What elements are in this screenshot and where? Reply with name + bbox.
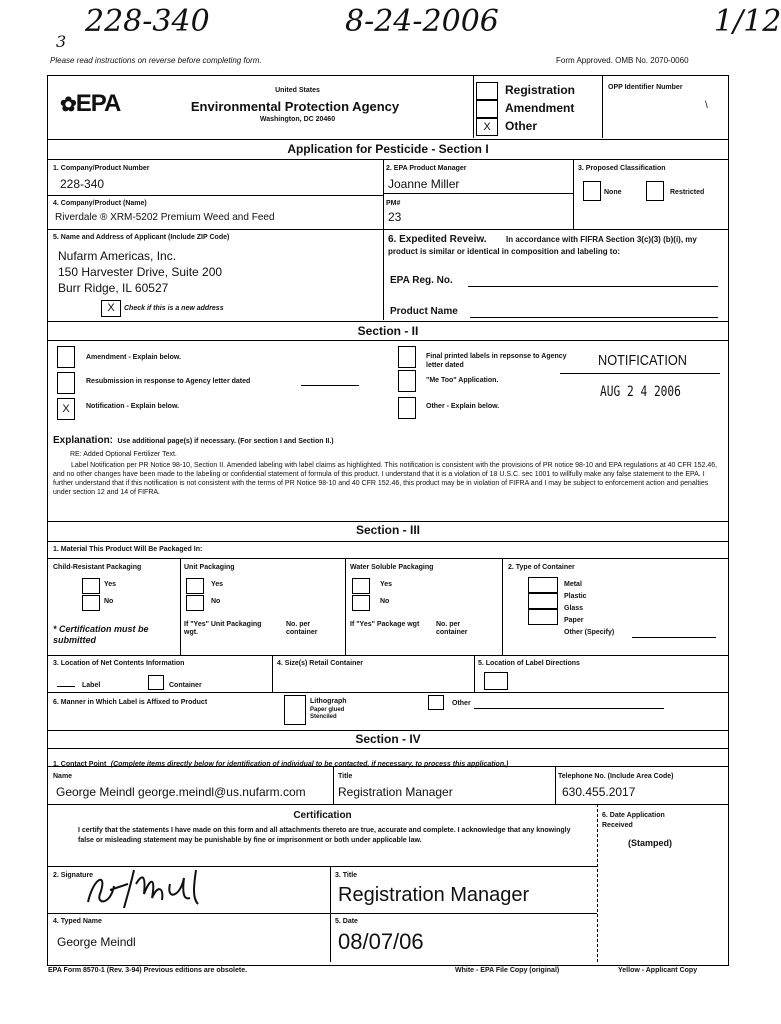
product-manager-label: 2. EPA Product Manager [386,165,467,172]
child-resistant-yes-label: Yes [104,581,117,588]
class-restricted-checkbox[interactable] [646,181,664,201]
contact-title-value[interactable]: Registration Manager [338,785,453,799]
container-plastic-label: Plastic [564,593,587,600]
resubmission-label: Resubmission in response to Agency letter dated [86,378,251,385]
instructions-text: Please read instructions on reverse before completing form. [50,56,262,65]
amendment-checkbox[interactable] [476,100,498,118]
explanation-heading [53,430,334,448]
product-name-2-label: Product Name [390,306,458,317]
product-name-value[interactable]: Riverdale ® XRM-5202 Premium Weed and Feed [55,212,275,223]
notification-stamp-date: AUG 2 4 2006 [600,384,681,400]
contact-point-heading [53,753,508,771]
me-too-label: "Me Too" Application. [426,377,499,384]
handwritten-file-number: 228-340 [85,4,210,39]
water-soluble-label: Water Soluble Packaging [350,564,434,571]
contact-point-note: (Complete items directly below for identification of individual to be contacted, if necessary, to process this application.) [110,761,509,768]
applicant-line-2[interactable]: 150 Harvester Drive, Suite 200 [58,265,223,279]
other-explain-label: Other - Explain below. [426,403,500,410]
typed-name-label: 4. Typed Name [53,918,102,925]
explanation-text: Label Notification per PR Notice 98-10, Section II. Amended labeling with label claims as highlighted. This notification is consistent with the provisions of PR notice 98-10 and EPA regulations at 40 CFR 152.46, and no other changes have been made to the labeling or confidential statement of formula of this product. I understand that it is a violation of 18 U.S.C. sec 1001 to willfully make any false statement to the EPA. I further understand that if this notification is not consistent with the terms of PR Notice 98-10 and 40 CFR 152.46, this product may be in violation of FIFRA and I may be subject to enforcement action and penalties under section 12 and 14 of FIFRA. [53,462,718,496]
contact-phone-label: Telephone No. (Include Area Code) [558,773,674,780]
expedited-title: 6. Expedited Reveiw. [388,234,487,245]
company-product-number-label: 1. Company/Product Number [53,165,150,172]
explanation-re-line: RE: Added Optional Fertilizer Text. [70,451,177,458]
handwritten-date: 8-24-2006 [345,4,499,39]
net-contents-label: 3. Location of Net Contents Information [53,660,185,667]
section-3-title: Section - III [355,523,420,537]
water-soluble-no-label: No [380,598,390,605]
certification-title: Certification [293,810,352,821]
package-weight-label: If "Yes" Package wgt [350,621,420,628]
resubmission-checkbox[interactable] [57,372,75,394]
applicant-label: 5. Name and Address of Applicant (Include ZIP Code) [53,234,230,241]
container-glass-checkbox[interactable] [528,609,558,625]
contact-name-value[interactable]: George Meindl george.meindl@us.nufarm.com [56,785,306,799]
expedited-text: In accordance with FIFRA Section 3(c)(3) (b)(i), my product is similar or identical in composition and labeling to: [388,235,697,256]
unit-packaging-label: Unit Packaging [184,564,235,571]
unit-packaging-weight-label: If "Yes" Unit Packaging wgt. [184,621,262,636]
net-label-option: Label [82,682,101,689]
container-plastic-checkbox[interactable] [528,593,558,609]
label-directions-checkbox[interactable] [484,672,508,690]
container-other-label: Other (Specify) [564,629,615,636]
child-resistant-no-checkbox[interactable] [82,595,100,611]
section-1-title: Application for Pesticide - Section I [287,142,489,156]
footer-white-copy: White - EPA File Copy (original) [455,967,560,974]
manner-affixed-label: 6. Manner in Which Label is Affixed to Product [53,699,208,706]
registration-label: Registration [505,83,576,97]
child-resistant-yes-checkbox[interactable] [82,578,100,594]
net-container-checkbox[interactable] [148,675,164,690]
net-container-option: Container [169,682,202,689]
container-glass-label: Glass [564,605,584,612]
product-name-label: 4. Company/Product (Name) [53,200,147,207]
manner-lithograph-checkbox[interactable] [284,695,306,725]
manner-other-label: Other [452,700,471,707]
opp-identifier-mark: \ [705,100,708,111]
class-restricted-label: Restricted [670,189,705,196]
epa-flower-icon: ✿ [60,94,76,116]
water-soluble-yes-label: Yes [380,581,393,588]
pm-number-label: PM# [386,200,401,207]
united-states-label: United States [275,87,320,94]
manner-other-checkbox[interactable] [428,695,444,710]
section-4-title: Section - IV [355,732,421,746]
epa-reg-no-label: EPA Reg. No. [390,275,453,286]
certification-text: I certify that the statements I have made on this form and all attachments thereto are true, accurate and complete. I acknowledge that any knowingly false or misleading statement may be punishable by fine or imprisonment or both under applicable law. [78,827,571,844]
product-manager-value[interactable]: Joanne Miller [388,177,460,191]
unit-packaging-no-checkbox[interactable] [186,595,204,611]
title-3-label: 3. Title [335,872,358,879]
signature-label: 2. Signature [53,872,94,879]
footer-yellow-copy: Yellow - Applicant Copy [618,967,698,974]
date-received-label: 6. Date Application Received [602,812,665,829]
container-metal-checkbox[interactable] [528,577,558,593]
child-resistant-label: Child-Resistant Packaging [53,564,142,571]
agency-name: Environmental Protection Agency [190,99,400,114]
company-product-number-value[interactable]: 228-340 [60,177,105,191]
signature-image [80,864,230,917]
unit-packaging-yes-checkbox[interactable] [186,578,204,594]
explanation-label: Explanation: [53,435,114,446]
class-none-label: None [604,189,622,196]
child-resistant-no-label: No [104,598,114,605]
classification-label: 3. Proposed Classification [578,165,666,172]
applicant-line-3[interactable]: Burr Ridge, IL 60527 [58,281,169,295]
package-no-per-container-label: No. per container [436,621,468,636]
registration-checkbox[interactable] [476,82,498,100]
footer-form-number: EPA Form 8570-1 (Rev. 3-94) Previous editions are obsolete. [48,967,248,974]
notification-checkbox[interactable]: X [57,398,75,420]
water-soluble-no-checkbox[interactable] [352,595,370,611]
contact-name-label: Name [53,773,73,780]
new-address-checkbox[interactable]: X [101,300,121,317]
retail-container-label: 4. Size(s) Retail Container [277,660,363,667]
material-label: 1. Material This Product Will Be Packaged In: [53,546,203,553]
certification-note: * Certification must be submitted [53,624,149,645]
me-too-checkbox[interactable] [398,370,416,392]
amendment-explain-checkbox[interactable] [57,346,75,368]
unit-packaging-yes-label: Yes [211,581,224,588]
handwritten-corner-mark: 3 [56,32,67,51]
container-metal-label: Metal [564,581,582,588]
final-labels-checkbox[interactable] [398,346,416,368]
title-3-value[interactable]: Registration Manager [338,884,530,906]
water-soluble-yes-checkbox[interactable] [352,578,370,594]
contact-phone-value[interactable]: 630.455.2017 [562,785,636,799]
other-explain-checkbox[interactable] [398,397,416,419]
manner-stenciled-label: Stenciled [310,714,337,720]
form-approved-text: Form Approved. OMB No. 2070-0060 [556,56,689,65]
agency-address: Washington, DC 20460 [259,116,336,123]
container-paper-label: Paper [564,617,584,624]
section-2-title: Section - II [357,324,419,338]
class-none-checkbox[interactable] [583,181,601,201]
notification-label: Notification - Explain below. [86,403,180,410]
label-directions-label: 5. Location of Label Directions [478,660,580,667]
unit-packaging-no-label: No [211,598,221,605]
contact-title-label: Title [338,773,353,780]
handwritten-page: 1/12 [714,4,781,39]
amendment-label: Amendment [505,101,575,115]
date-value[interactable]: 08/07/06 [338,929,424,954]
amendment-explain-label: Amendment - Explain below. [86,354,182,361]
manner-lithograph-label: Lithograph [310,698,347,705]
typed-name-value[interactable]: George Meindl [57,935,136,949]
manner-paper-glued-label: Paper glued [310,707,345,713]
other-checkbox[interactable]: X [476,118,498,136]
epa-logo: ✿EPA [60,90,121,117]
type-container-label: 2. Type of Container [508,564,575,571]
final-labels-label: Final printed labels in repsonse to Agency letter dated [426,353,567,369]
contact-point-label: 1. Contact Point [53,761,107,768]
new-address-label: Check if this is a new address [124,305,224,312]
other-label: Other [505,119,538,133]
stamped-label: (Stamped) [628,838,673,848]
unit-no-per-container-label: No. per container [286,621,318,636]
date-label: 5. Date [335,918,358,925]
applicant-line-1[interactable]: Nufarm Americas, Inc. [58,249,177,263]
explanation-note: Use additional page(s) if necessary. (For section I and Section II.) [117,438,334,445]
pm-number-value[interactable]: 23 [388,210,402,224]
opp-identifier-label: OPP Identifier Number [608,84,683,91]
notification-stamp-title: NOTIFICATION [598,352,688,369]
